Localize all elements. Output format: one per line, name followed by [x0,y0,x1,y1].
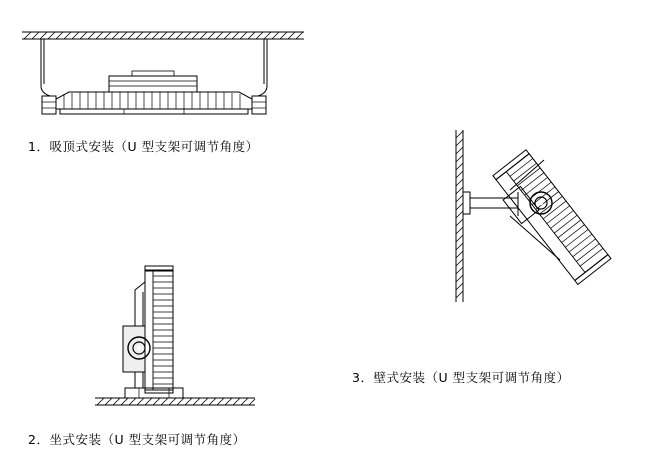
ceiling-hatching-icon [22,32,304,39]
caption-floor-mount: 2．坐式安装（U 型支架可调节角度） [28,432,246,447]
u-bracket-icon [123,282,145,388]
u-bracket-cables-icon [41,39,267,96]
figure-floor-mount [95,230,265,420]
figure-wall-mount [448,130,648,325]
caption-ceiling-mount: 1．吸顶式安装（U 型支架可调节角度） [28,139,259,154]
luminaire-body [145,266,173,393]
caption-wall-mount: 3．壁式安装（U 型支架可调节角度） [352,370,570,385]
ground-hatching-icon [95,398,255,405]
right-bracket-icon [252,96,266,114]
figure-ceiling-mount [14,14,314,124]
ceiling-mount-drawing [14,14,314,124]
left-bracket-icon [42,96,56,114]
wall-mount-drawing [448,130,648,325]
floor-mount-drawing [95,230,265,420]
wall-hatching-icon [456,130,463,302]
luminaire-body [56,71,252,114]
